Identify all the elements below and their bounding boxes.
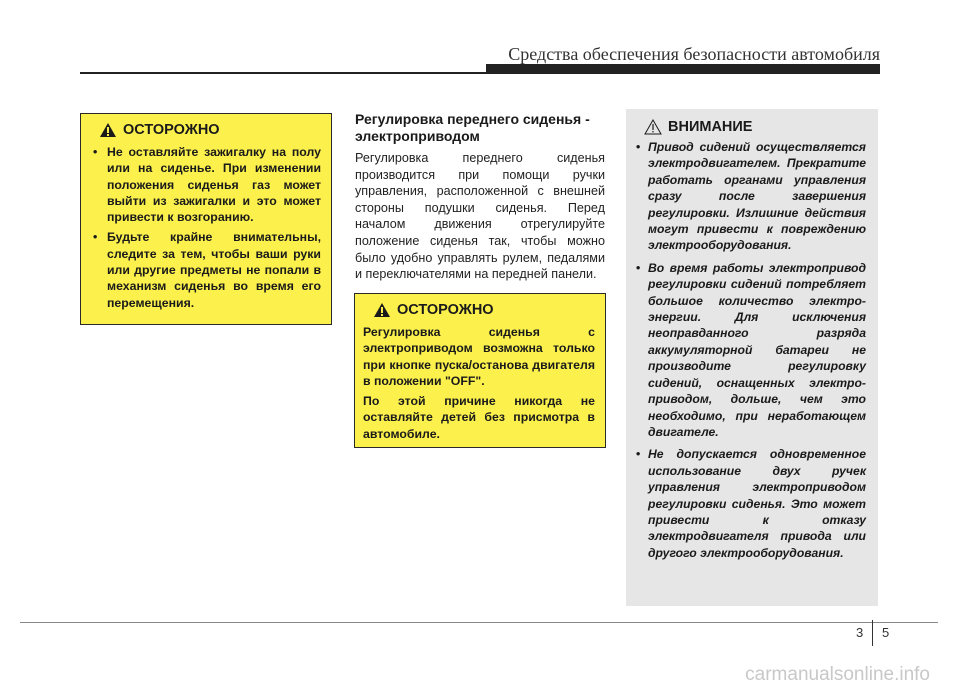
page-chapter-number: 3 [856,625,864,640]
chapter-title: Средства обеспечения безопасности автомобиля [508,44,880,64]
section-title: Регулировка переднего сиденья - электроприводом [355,111,590,144]
notice-item: • Не допускается одновременное использование двух ручек управления электроприводом регулировки сиденья. Это может привести к отказу электродвигателя привода или другого электрооборудования. [634,446,866,561]
page-number: 5 [882,625,890,640]
warning-item: • Будьте крайне внимательны, следите за тем, чтобы ваши руки или другие предметы не попали в механизм сиденья во время его перемещения. [89,229,321,310]
warning-paragraph: По этой причине никогда не оставляйте детей без присмотра в автомобиле. [363,394,595,441]
notice-item: • Во время работы электропривод регулировки сидений потребляет большое количество электро-энергии. Для исключения неоправданного разряда аккумуляторной батареи не производите регулировку сидений, оснащенных электро-приводом, дольше, чем это необходимо, при неработающем двигателе. [634,260,866,440]
left-warning-box [80,113,332,325]
watermark: carmanualsonline.info [745,664,930,685]
warning-item: • Не оставляйте зажигалку на полу или на сиденье. При изменении положения сиденья газ может выйти из зажигалки и это может привести к возгоранию. [89,144,321,225]
caution-triangle-icon [644,119,662,135]
header-rule [80,72,880,74]
warning-list [89,144,321,311]
page-number-separator [872,620,873,646]
warning-heading-text: ОСТОРОЖНО [397,302,494,318]
notice-item: • Привод сидений осуществляется электродвигателем. Прекратите работать органами управления сразу после завершения регулировки. Излишние действия могут привести к повреждению электрооборудования. [634,139,866,254]
warning-heading [99,122,321,138]
notice-list [634,139,866,561]
warning-triangle-icon [99,122,117,138]
section-body: Регулировка переднего сиденья производится при помощи ручки управления, расположенной с внешней стороны подушки сиденья. Перед началом движения отрегулируйте положение сиденья так, чтобы можно было удобно управлять рулем, педалями и переключателями на передней панели. [355,151,605,282]
footer-rule [20,622,938,623]
warning-heading-text: ОСТОРОЖНО [123,122,220,138]
warning-triangle-icon [373,302,391,318]
warning-heading [373,302,595,318]
warning-paragraph: Регулировка сиденья с электроприводом возможна только при кнопке пуска/останова двигателя в положении "OFF". [363,325,595,388]
notice-heading-text: ВНИМАНИЕ [668,119,753,135]
notice-heading [644,119,866,135]
mid-warning-box [354,293,606,448]
notice-box [626,109,878,606]
